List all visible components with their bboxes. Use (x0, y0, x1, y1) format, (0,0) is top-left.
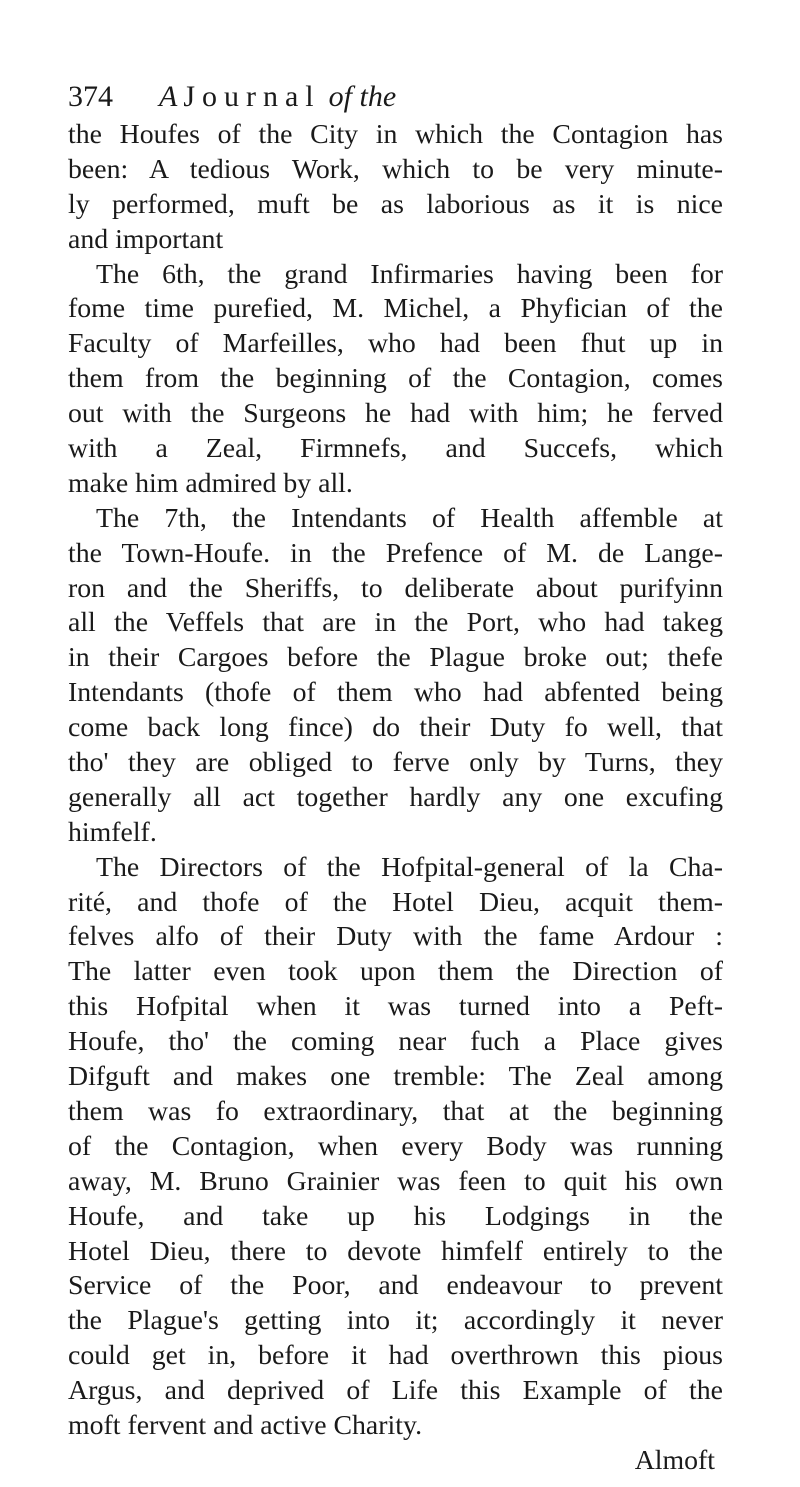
text-line: rité, and thofe of the Hotel Dieu, acquit them- (68, 886, 723, 918)
text-line: away, M. Bruno Grainier was feen to quit his own (68, 1165, 723, 1197)
text-line: make him admired by all. (68, 467, 353, 499)
text-line: Argus, and deprived of Life this Example of the (68, 1375, 723, 1407)
header-title-a: A (159, 80, 178, 113)
page-number: 374 (68, 80, 113, 113)
text-line: The 6th, the grand Infirmaries having been for (96, 258, 723, 290)
body-text (68, 118, 723, 1479)
text-line: ron and the Sheriffs, to deliberate about purifyinn (68, 572, 723, 604)
text-line: tho' they are obliged to ferve only by Turns, they (68, 747, 723, 779)
text-line: felves alfo of their Duty with the fame Ardour : (68, 921, 723, 953)
text-line: The Directors of the Hofpital-general of la Cha- (96, 851, 723, 883)
text-line: Hotel Dieu, there to devote himfelf entirely to the (68, 1235, 723, 1267)
text-line: generally all act together hardly any one excufing (68, 781, 723, 813)
text-line: moft fervent and active Charity. (68, 1409, 423, 1441)
text-line: this Hofpital when it was turned into a Peft- (68, 991, 723, 1023)
catchword: Almoft (634, 1444, 715, 1476)
text-line: The latter even took upon them the Direction of (68, 956, 723, 988)
text-line: fome time purefied, M. Michel, a Phyfician of the (68, 293, 723, 325)
text-line: been: A tedious Work, which to be very minute- (68, 153, 723, 185)
text-line: Service of the Poor, and endeavour to prevent (68, 1270, 723, 1302)
text-line: them was fo extraordinary, that at the beginning (68, 1095, 723, 1127)
text-line: the Plague's getting into it; accordingly it never (68, 1305, 723, 1337)
text-line: the Houfes of the City in which the Contagion has (68, 119, 723, 150)
text-line: could get in, before it had overthrown this pious (68, 1340, 723, 1372)
header-title-rest: of the (328, 80, 397, 113)
text-line: Difguft and makes one tremble: The Zeal among (68, 1061, 723, 1093)
text-line: all the Veffels that are in the Port, who had takeg (68, 607, 723, 639)
running-header (68, 78, 708, 116)
text-line: Houfe, and take up his Lodgings in the (68, 1200, 723, 1232)
text-line: and important (68, 223, 224, 255)
text-line: the Town-Houfe. in the Prefence of M. de Lange- (68, 537, 723, 569)
text-line: in their Cargoes before the Plague broke out; thefe (68, 642, 723, 674)
text-line: Faculty of Marfeilles, who had been fhut up in (68, 328, 723, 360)
text-line: with a Zeal, Firmnefs, and Succefs, which (68, 433, 723, 465)
text-line: of the Contagion, when every Body was running (68, 1130, 723, 1162)
text-line: The 7th, the Intendants of Health affemble at (96, 502, 723, 534)
text-line: come back long fince) do their Duty fo well, that (68, 712, 723, 744)
text-line: himfelf. (68, 816, 157, 848)
text-line: ly performed, muft be as laborious as it is nice (68, 188, 723, 220)
text-line: Houfe, tho' the coming near fuch a Place gives (68, 1026, 723, 1058)
text-line: them from the beginning of the Contagion, comes (68, 363, 723, 395)
header-title-journal: Journal (183, 80, 321, 113)
text-line: out with the Surgeons he had with him; he ferved (68, 398, 723, 430)
text-line: Intendants (thofe of them who had abfented being (68, 677, 723, 709)
